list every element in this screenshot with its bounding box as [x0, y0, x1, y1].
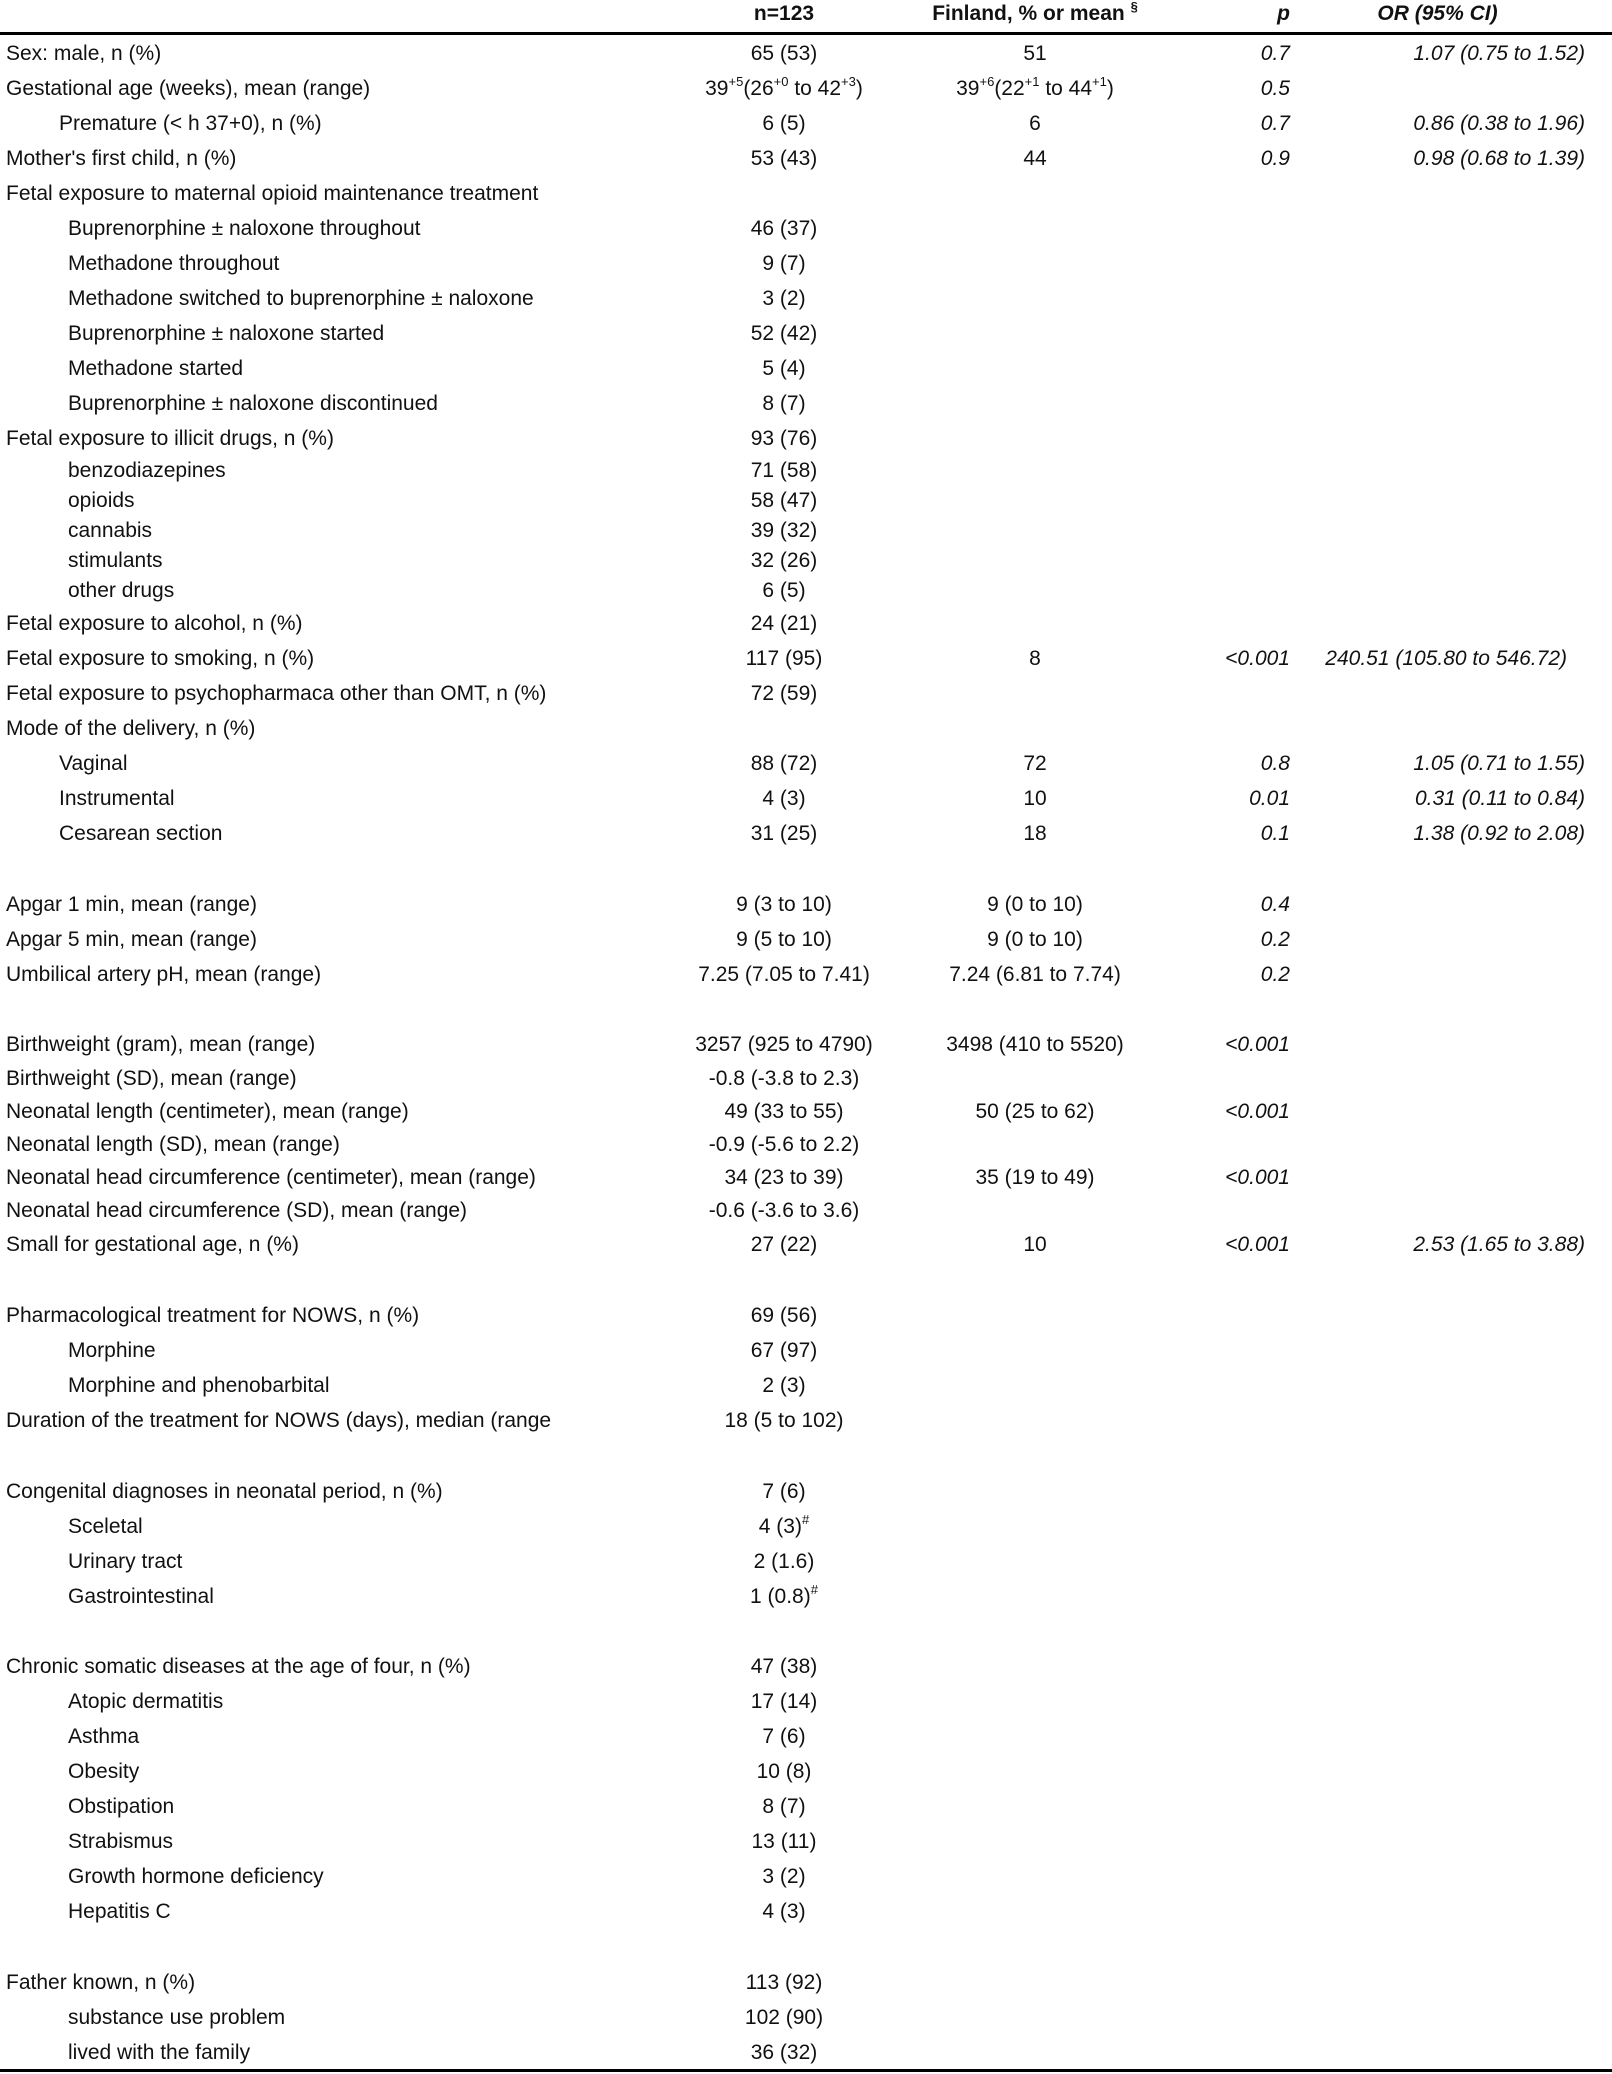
- cell-n: 36 (32): [750, 2041, 818, 2064]
- row-morphine: [0, 1336, 1612, 1366]
- cell-n: 47 (38): [750, 1655, 818, 1678]
- cell-n: 117 (95): [745, 647, 823, 670]
- row-label: Neonatal length (centimeter), mean (range): [6, 1100, 409, 1123]
- gastro-value: 1 (0.8): [750, 1585, 811, 1608]
- row-label: Fetal exposure to psychopharmaca other than OMT, n (%): [6, 682, 547, 705]
- cell-n: 2 (3): [762, 1374, 806, 1397]
- row-label: Fetal exposure to maternal opioid maintenance treatment: [6, 182, 539, 205]
- gest-n-part: ): [855, 77, 863, 100]
- row-label: Buprenorphine ± naloxone throughout: [68, 217, 421, 240]
- cell-n: 9 (3 to 10): [736, 893, 832, 916]
- row-obstipation: [0, 1792, 1612, 1822]
- row-asthma: [0, 1722, 1612, 1752]
- row-label: benzodiazepines: [68, 459, 226, 482]
- gest-n-part: to 42: [788, 77, 842, 100]
- row-father-substance: [0, 2003, 1612, 2033]
- cell-n: 17 (14): [750, 1690, 818, 1713]
- cell-p: 0.7: [1260, 112, 1290, 135]
- row-obesity: [0, 1757, 1612, 1787]
- cell-finland: 10: [1023, 787, 1047, 810]
- cell-n: 10 (8): [756, 1760, 812, 1783]
- gest-f-part: to 44: [1039, 77, 1093, 100]
- row-gastrointestinal: [0, 1582, 1612, 1612]
- row-label: Methadone switched to buprenorphine ± naloxone: [68, 287, 534, 310]
- cell-n: 8 (7): [762, 1795, 806, 1818]
- row-label: Duration of the treatment for NOWS (days), median (range: [6, 1409, 552, 1432]
- row-hepatitis-c: [0, 1897, 1612, 1927]
- row-label: Sceletal: [68, 1515, 143, 1538]
- cell-finland: 7.24 (6.81 to 7.74): [949, 963, 1121, 986]
- cell-p: <0.001: [1225, 1033, 1290, 1056]
- cell-finland: 50 (25 to 62): [975, 1100, 1095, 1123]
- cell-finland: [885, 74, 1185, 104]
- cell-finland: 9 (0 to 10): [987, 928, 1083, 951]
- row-other-drugs: [0, 577, 1612, 604]
- cell-n: 52 (42): [750, 322, 818, 345]
- row-label: lived with the family: [68, 2041, 251, 2064]
- row-label: Neonatal length (SD), mean (range): [6, 1133, 340, 1156]
- row-label: Birthweight (SD), mean (range): [6, 1067, 297, 1090]
- row-label: Fetal exposure to illicit drugs, n (%): [6, 427, 334, 450]
- cell-n: 31 (25): [750, 822, 818, 845]
- header-finland-text: Finland, % or mean: [932, 2, 1131, 25]
- row-head-sd: [0, 1197, 1612, 1224]
- row-label: Urinary tract: [68, 1550, 183, 1573]
- gest-n-part: (26: [743, 77, 774, 100]
- row-psychopharmaca: [0, 679, 1612, 709]
- cell-or: 1.38 (0.92 to 2.08): [1413, 822, 1585, 845]
- header-finland-mark: §: [1130, 0, 1138, 14]
- row-birthweight-sd: [0, 1065, 1612, 1092]
- row-label: opioids: [68, 489, 135, 512]
- row-label: Vaginal: [59, 752, 128, 775]
- row-label: Growth hormone deficiency: [68, 1865, 324, 1888]
- header-n: n=123: [753, 2, 815, 25]
- row-apgar-1: [0, 890, 1612, 920]
- cell-p: <0.001: [1225, 1100, 1290, 1123]
- row-opioids: [0, 487, 1612, 514]
- header-finland: [885, 2, 1185, 26]
- cell-finland: 3498 (410 to 5520): [946, 1033, 1124, 1056]
- row-label: Methadone started: [68, 357, 244, 380]
- row-label: Neonatal head circumference (SD), mean (range): [6, 1199, 468, 1222]
- bottom-rule: [0, 2069, 1612, 2072]
- cell-n: 4 (3): [762, 787, 806, 810]
- cell-p: 0.8: [1260, 752, 1290, 775]
- cell-n: 9 (5 to 10): [736, 928, 832, 951]
- row-growth-hormone: [0, 1862, 1612, 1892]
- footnote-mark: #: [810, 1582, 818, 1597]
- header-rule: [0, 32, 1612, 35]
- gest-f-part: 39: [956, 77, 980, 100]
- cell-n: 69 (56): [750, 1304, 818, 1327]
- row-birthweight: [0, 1030, 1612, 1060]
- row-smoking: [0, 644, 1612, 674]
- row-label: Fetal exposure to smoking, n (%): [6, 647, 315, 670]
- row-sga: [0, 1230, 1612, 1260]
- row-label: Buprenorphine ± naloxone discontinued: [68, 392, 438, 415]
- row-label: Apgar 5 min, mean (range): [6, 928, 257, 951]
- cell-n: 3 (2): [762, 287, 806, 310]
- row-label: Hepatitis C: [68, 1900, 171, 1923]
- row-length: [0, 1098, 1612, 1125]
- cell-n: 93 (76): [750, 427, 818, 450]
- row-label: Congenital diagnoses in neonatal period, n (%): [6, 1480, 443, 1503]
- header-or: OR (95% CI): [1377, 2, 1498, 25]
- cell-n: 58 (47): [750, 489, 818, 512]
- header-p: p: [1277, 2, 1290, 25]
- cell-n: 5 (4): [762, 357, 806, 380]
- row-congenital: [0, 1477, 1612, 1507]
- gest-f-part: ): [1106, 77, 1114, 100]
- row-label: Sex: male, n (%): [6, 42, 162, 65]
- cell-n: 9 (7): [762, 252, 806, 275]
- cell-n: 2 (1.6): [753, 1550, 815, 1573]
- footnote-mark: #: [801, 1512, 810, 1527]
- cell-n: 67 (97): [750, 1339, 818, 1362]
- row-label: Obesity: [68, 1760, 140, 1783]
- row-illicit: [0, 424, 1612, 454]
- row-label: Instrumental: [59, 787, 175, 810]
- row-label: Chronic somatic diseases at the age of four, n (%): [6, 1655, 471, 1678]
- cell-finland: 9 (0 to 10): [987, 893, 1083, 916]
- cell-n: 7.25 (7.05 to 7.41): [698, 963, 870, 986]
- row-cesarean: [0, 819, 1612, 849]
- row-apgar-5: [0, 925, 1612, 955]
- cell-n: -0.8 (-3.8 to 2.3): [708, 1067, 860, 1090]
- cell-n: 7 (6): [762, 1725, 806, 1748]
- row-label: Mother's first child, n (%): [6, 147, 237, 170]
- row-label: Morphine and phenobarbital: [68, 1374, 330, 1397]
- cell-n: 39 (32): [750, 519, 818, 542]
- row-vaginal: [0, 749, 1612, 779]
- row-sex: [0, 39, 1612, 69]
- sceletal-value: 4 (3): [758, 1515, 802, 1538]
- cell-n: 3257 (925 to 4790): [695, 1033, 873, 1056]
- cell-or: 2.53 (1.65 to 3.88): [1413, 1233, 1585, 1256]
- cell-finland: 35 (19 to 49): [975, 1166, 1095, 1189]
- row-label: Mode of the delivery, n (%): [6, 717, 256, 740]
- cell-n: 18 (5 to 102): [724, 1409, 844, 1432]
- row-bup-started: [0, 319, 1612, 349]
- cell-n: 32 (26): [750, 549, 818, 572]
- cell-n: [634, 1512, 934, 1542]
- row-urinary: [0, 1547, 1612, 1577]
- cell-n: 7 (6): [762, 1480, 806, 1503]
- cell-finland: 10: [1023, 1233, 1047, 1256]
- row-label: Pharmacological treatment for NOWS, n (%): [6, 1304, 420, 1327]
- gest-n-sup: +5: [728, 74, 744, 89]
- cell-n: 88 (72): [750, 752, 818, 775]
- cell-n: 6 (5): [762, 579, 806, 602]
- row-instrumental: [0, 784, 1612, 814]
- row-label: Father known, n (%): [6, 1971, 196, 1994]
- row-label: Methadone throughout: [68, 252, 280, 275]
- cell-p: 0.2: [1260, 928, 1290, 951]
- row-label: Atopic dermatitis: [68, 1690, 224, 1713]
- row-label: Umbilical artery pH, mean (range): [6, 963, 322, 986]
- cell-finland: 72: [1023, 752, 1047, 775]
- cell-p: 0.5: [1260, 77, 1290, 100]
- row-label: Asthma: [68, 1725, 140, 1748]
- cell-p: 0.4: [1260, 893, 1290, 916]
- row-label: other drugs: [68, 579, 175, 602]
- cell-or: 1.05 (0.71 to 1.55): [1413, 752, 1585, 775]
- row-father-known: [0, 1968, 1612, 1998]
- cell-n: -0.6 (-3.6 to 3.6): [708, 1199, 860, 1222]
- cell-n: 49 (33 to 55): [724, 1100, 844, 1123]
- row-gestational-age: [0, 74, 1612, 104]
- row-label: stimulants: [68, 549, 163, 572]
- cell-p: 0.9: [1260, 147, 1290, 170]
- gest-n-sup: +0: [773, 74, 789, 89]
- cell-p: <0.001: [1225, 647, 1290, 670]
- row-label: Gastrointestinal: [68, 1585, 214, 1608]
- cell-p: <0.001: [1225, 1233, 1290, 1256]
- cell-n: 34 (23 to 39): [724, 1166, 844, 1189]
- cell-finland: 18: [1023, 822, 1047, 845]
- cell-n: 3 (2): [762, 1865, 806, 1888]
- gest-n-part: 39: [705, 77, 729, 100]
- row-head: [0, 1164, 1612, 1191]
- cell-n: 4 (3): [762, 1900, 806, 1923]
- gest-f-sup: +1: [1092, 74, 1107, 89]
- row-father-lived: [0, 2038, 1612, 2068]
- row-bup-discontinued: [0, 389, 1612, 419]
- row-duration: [0, 1406, 1612, 1436]
- gest-f-sup: +1: [1024, 74, 1040, 89]
- row-benzodiazepines: [0, 457, 1612, 484]
- row-umbilical-ph: [0, 960, 1612, 990]
- row-label: Cesarean section: [59, 822, 223, 845]
- cell-n: 27 (22): [750, 1233, 818, 1256]
- row-pharm-nows: [0, 1301, 1612, 1331]
- cell-or: 0.98 (0.68 to 1.39): [1413, 147, 1585, 170]
- row-label: Gestational age (weeks), mean (range): [6, 77, 371, 100]
- row-first-child: [0, 144, 1612, 174]
- cell-finland: 44: [1023, 147, 1047, 170]
- row-meth-throughout: [0, 249, 1612, 279]
- cell-finland: 8: [1029, 647, 1041, 670]
- cell-n: 46 (37): [750, 217, 818, 240]
- row-sceletal: [0, 1512, 1612, 1542]
- row-fetal-omt: [0, 179, 1612, 209]
- row-premature: [0, 109, 1612, 139]
- cell-p: 0.01: [1249, 787, 1290, 810]
- cell-n: 8 (7): [762, 392, 806, 415]
- row-label: Fetal exposure to alcohol, n (%): [6, 612, 303, 635]
- row-label: Obstipation: [68, 1795, 175, 1818]
- cell-n: 13 (11): [751, 1830, 817, 1853]
- row-label: Birthweight (gram), mean (range): [6, 1033, 316, 1056]
- row-morphine-phenobarbital: [0, 1371, 1612, 1401]
- cell-n: 24 (21): [750, 612, 818, 635]
- cell-n: 71 (58): [750, 459, 818, 482]
- cell-n: [634, 1582, 934, 1612]
- row-label: substance use problem: [68, 2006, 286, 2029]
- row-cannabis: [0, 517, 1612, 544]
- row-label: Apgar 1 min, mean (range): [6, 893, 257, 916]
- row-bup-throughout: [0, 214, 1612, 244]
- cell-p: <0.001: [1225, 1166, 1290, 1189]
- cell-p: 0.2: [1260, 963, 1290, 986]
- row-label: Premature (< h 37+0), n (%): [59, 112, 322, 135]
- cell-n: 113 (92): [745, 1971, 823, 1994]
- cell-n: -0.9 (-5.6 to 2.2): [708, 1133, 860, 1156]
- row-label: Strabismus: [68, 1830, 174, 1853]
- cell-or: 240.51 (105.80 to 546.72): [1325, 647, 1567, 670]
- row-chronic: [0, 1652, 1612, 1682]
- cell-p: 0.1: [1260, 822, 1290, 845]
- row-atopic: [0, 1687, 1612, 1717]
- row-meth-switched: [0, 284, 1612, 314]
- row-alcohol: [0, 609, 1612, 639]
- cell-finland: 51: [1023, 42, 1047, 65]
- row-delivery: [0, 714, 1612, 744]
- gest-n-sup: +3: [841, 74, 856, 89]
- cell-n: 65 (53): [750, 42, 818, 65]
- row-strabismus: [0, 1827, 1612, 1857]
- row-label: Neonatal head circumference (centimeter), mean (range): [6, 1166, 536, 1189]
- row-meth-started: [0, 354, 1612, 384]
- cell-n: 72 (59): [750, 682, 818, 705]
- row-stimulants: [0, 547, 1612, 574]
- gest-f-sup: +6: [979, 74, 995, 89]
- row-label: Buprenorphine ± naloxone started: [68, 322, 385, 345]
- row-label: Morphine: [68, 1339, 156, 1362]
- cell-n: 6 (5): [762, 112, 806, 135]
- cell-or: 0.31 (0.11 to 0.84): [1414, 787, 1585, 810]
- row-label: cannabis: [68, 519, 153, 542]
- cell-n: 53 (43): [750, 147, 818, 170]
- row-length-sd: [0, 1131, 1612, 1158]
- cell-p: 0.7: [1260, 42, 1290, 65]
- cell-n: 102 (90): [744, 2006, 824, 2029]
- cell-or: 1.07 (0.75 to 1.52): [1413, 42, 1585, 65]
- cell-finland: 6: [1029, 112, 1041, 135]
- cell-or: 0.86 (0.38 to 1.96): [1413, 112, 1585, 135]
- row-label: Small for gestational age, n (%): [6, 1233, 299, 1256]
- gest-f-part: (22: [994, 77, 1025, 100]
